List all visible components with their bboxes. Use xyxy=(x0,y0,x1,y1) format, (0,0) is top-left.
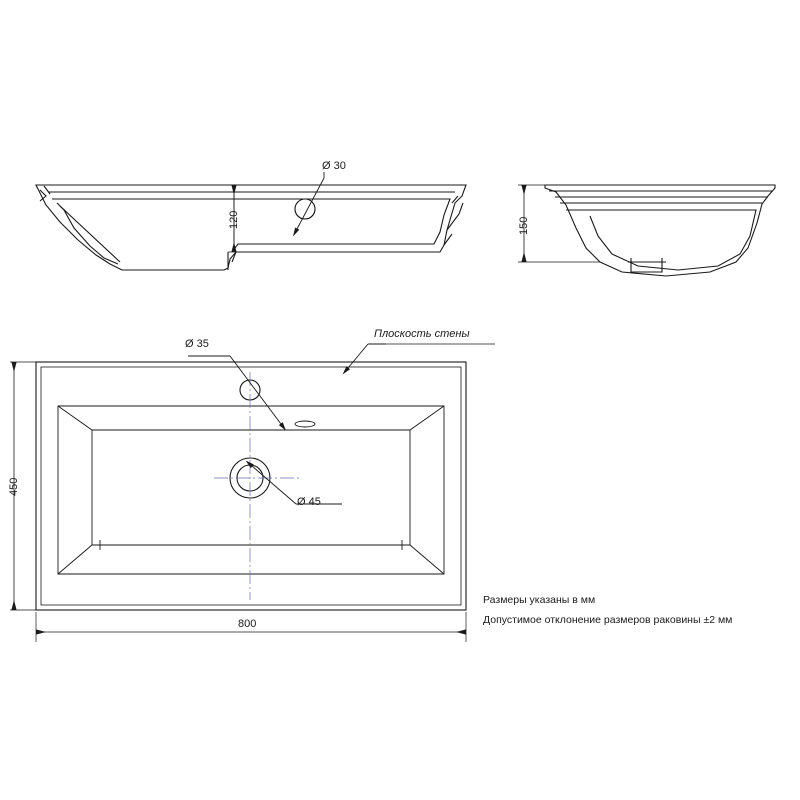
front-hole-diameter-label: Ø 30 xyxy=(322,160,346,172)
top-faucet-hole-leader xyxy=(188,356,281,424)
front-section-view xyxy=(36,185,466,270)
wall-plane-label: Плоскость стены xyxy=(374,328,470,340)
top-drain-hole-label: Ø 45 xyxy=(297,496,321,508)
top-faucet-hole-label: Ø 35 xyxy=(185,338,209,350)
units-note: Размеры указаны в мм xyxy=(483,594,596,606)
wall-plane-leader xyxy=(348,344,386,368)
width-dimension-label: 800 xyxy=(238,618,257,630)
top-view xyxy=(36,362,466,610)
side-height-label: 150 xyxy=(518,216,530,235)
front-height-label: 120 xyxy=(228,210,240,229)
depth-dimension-label: 450 xyxy=(8,477,20,496)
tolerance-note: Допустимое отклонение размеров раковины ±2 мм xyxy=(483,614,733,626)
